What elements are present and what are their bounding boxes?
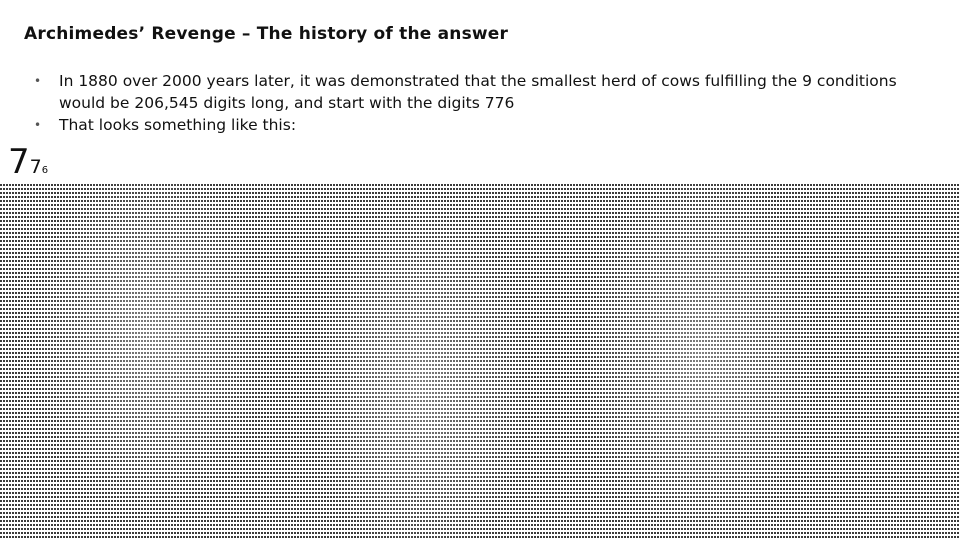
bullet-item bbox=[34, 114, 934, 136]
bullet-text: In 1880 over 2000 years later, it was demonstrated that the smallest herd of cows fulfilling the 9 conditions would be 206,545 digits long, and start with the digits 776 bbox=[59, 72, 897, 112]
slide-title: Archimedes’ Revenge – The history of the answer bbox=[24, 24, 509, 44]
bullet-marker-icon: • bbox=[34, 74, 42, 88]
bullet-item bbox=[34, 70, 934, 114]
leading-digit: 6 bbox=[41, 165, 49, 176]
bullet-text: That looks something like this: bbox=[59, 116, 297, 134]
leading-digits bbox=[8, 144, 48, 180]
leading-digit: 7 bbox=[8, 142, 30, 182]
moire-band bbox=[580, 184, 820, 540]
bullet-marker-icon: • bbox=[34, 118, 42, 132]
digit-texture-svg bbox=[0, 184, 960, 540]
digit-texture-block bbox=[0, 184, 960, 540]
leading-digit: 7 bbox=[29, 156, 42, 178]
bullet-list bbox=[34, 70, 934, 136]
